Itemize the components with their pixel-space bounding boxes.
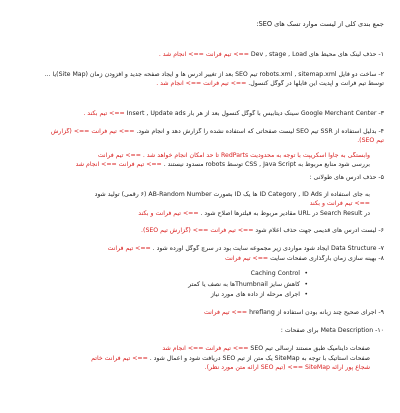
task-1-text: ۱- حذف لینک های محیط های Dev , stage , Load: [248, 51, 384, 58]
bullet-static-pages-status-cont: شجاع پور ارائه SiteMap ==> (تیم SEO ارائه متن مورد نظر).: [204, 364, 370, 371]
bullet-id-random-status: ==> تیم فرانت و بکند: [309, 200, 370, 207]
sub-data-stage-text: اجرای مرحله از داده های مورد نیاز: [210, 291, 300, 298]
task-8-status: ==> تیم فرانت: [225, 255, 269, 262]
task-4-status-cont: تیم SEO).: [357, 137, 384, 144]
bullet-id-random-status-line: [12, 200, 370, 208]
bullet-static-pages: [12, 355, 370, 363]
bullet-id-random: [12, 191, 370, 199]
sub-caching-text: Caching Control: [250, 270, 300, 277]
task-9-text: ۹- اجرای صحیح چند زبانه بودن استفاده از hreflang: [247, 309, 384, 316]
bullet-robots-text: بررسی شود منابع مربوط به CSS , Java Script توسط robots مسدود نیستند .: [161, 161, 370, 168]
bullet-search-url: [12, 210, 370, 218]
task-10: [12, 327, 384, 335]
task-9-status: ==> تیم فرانت: [204, 309, 248, 316]
task-1-status: ==> تیم فرانت ==> انجام شد .: [158, 51, 249, 58]
task-9: [12, 309, 384, 317]
task-6-text: ۶- لیست آدرس های قدیمی جهت حذف اعلام شود: [253, 227, 384, 234]
task-1: [12, 51, 384, 59]
document-title: جمع بندی کلی از لیست موارد تسک های SEO:: [256, 20, 384, 28]
bullet-dynamic-pages-text: صفحات داینامیک طبق مستند ارسالی تیم SEO: [248, 345, 370, 352]
bullet-static-pages-status: ==> تیم فرانت خاتم: [91, 355, 148, 362]
task-7: [12, 245, 384, 253]
task-4-status: ==> تیم فرانت ==> (گزارش: [50, 128, 135, 135]
bullet-robots: [12, 161, 370, 169]
task-2-status: ==> تیم فرانت ==> انجام شد .: [156, 80, 247, 87]
bullet-redparts-text: وابستگی به جاوا اسکریپت با توجه به محدودیت RedParts تا حد امکان انجام خواهد شد . ==> تیم فرانت: [97, 152, 370, 159]
task-6: [12, 227, 384, 235]
task-6-status: ==> تیم فرانت ==> (گزارش تیم SEO).: [141, 227, 254, 234]
task-4-text: ۴- بدلیل استفاده از SSR تیم SEO لیست صفحاتی که استفاده نشده را گزارش دهد و انجام شود.: [134, 128, 384, 135]
bullet-static-pages-text: صفحات استاتیک با توجه به SiteMap یک متن از تیم SEO دریافت شود و اعمال شود .: [147, 355, 370, 362]
task-4-line-2: [12, 137, 384, 145]
bullet-redparts: [12, 152, 370, 160]
sub-thumbnail-text: کاهش سایز Thumbnailها به نصف یا کمتر: [188, 281, 300, 288]
task-7-text: ۷- Data Structure ایجاد شود مواردی زیر مجموعه سایت بود در سرچ گوگل آورده شود .: [150, 245, 384, 252]
task-2-line-2: [12, 80, 384, 88]
task-2-text: ۲- ساخت دو فایل robots.xml , sitemap.xml تیم SEO بعد از تغییر آدرس ها و ایجاد صفحه جدید و افزودن زمان (Site Map)یا ...: [44, 71, 384, 78]
task-8-text: ۸- بهینه سازی زمان بارگذاری صفحات سایت: [268, 255, 384, 262]
task-10-text: ۱۰- Meta Description برای صفحات :: [280, 327, 384, 334]
task-3: [12, 110, 384, 118]
bullet-static-pages-cont: [12, 364, 370, 372]
bullet-robots-status: ==> تیم فرانت ==> انجام شد: [75, 161, 162, 168]
bullet-id-random-text: به جای استفاده از ID Category , ID Ads ها یک ID بصورت AB-Random Number (۶ رقمی) تولید شود: [94, 191, 370, 198]
task-7-status: ==> تیم فرانت: [107, 245, 151, 252]
task-2-line-1: [12, 71, 384, 79]
bullet-dynamic-pages: [12, 345, 370, 353]
sub-caching: [40, 270, 300, 278]
task-3-text: ۳- Google Merchant Center سینک دیتابیس با گوگل کنسول بعد از هر بار Insert , Update ads: [124, 110, 384, 117]
task-4-line-1: [12, 128, 384, 136]
task-3-status: ==> تیم بکند .: [83, 110, 125, 117]
task-8: [12, 255, 384, 263]
bullet-search-url-status: ==> تیم فرانت و بکند: [138, 210, 199, 217]
task-2-text-cont: توسط تیم فرانت و اپدیت این فایلها در گوگل کنسول.: [246, 80, 384, 87]
task-5-text: ۵- حذف آدرس های طولانی :: [309, 174, 384, 181]
task-5: [12, 174, 384, 182]
bullet-dynamic-pages-status: ==> تیم فرانت ==> انجام شد: [162, 345, 249, 352]
bullet-search-url-text: در Search Result در URL مقادیر مربوط به فیلترها اصلاح شود .: [198, 210, 370, 217]
sub-data-stage: [40, 291, 300, 299]
sub-thumbnail: [40, 281, 300, 289]
